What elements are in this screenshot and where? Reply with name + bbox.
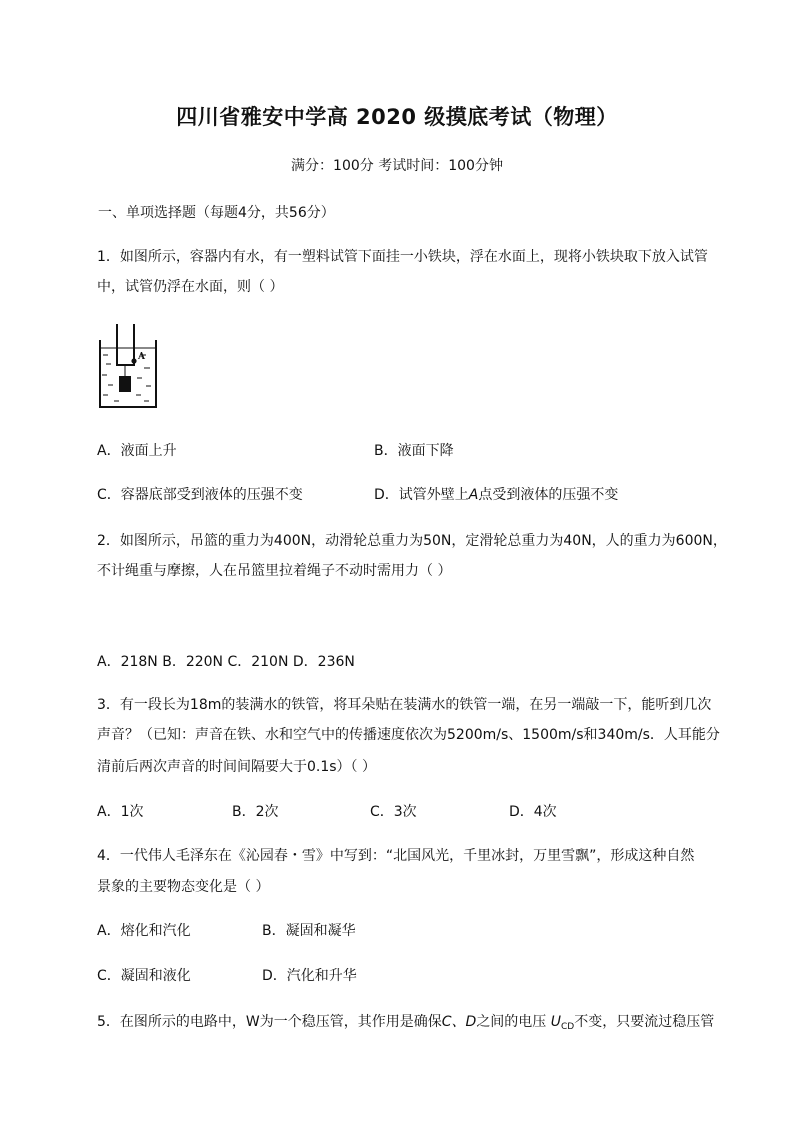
- question-4-line-1: 4．一代伟人毛泽东在《沁园春・雪》中写到：“北国风光，千里冰封，万里雪飘”，形成这种自然: [97, 848, 695, 864]
- question-4-line-2: 景象的主要物态变化是（ ）: [97, 879, 270, 895]
- section-heading: 一、单项选择题（每题4分，共56分）: [98, 205, 335, 221]
- question-5-line-1: 5．在图所示的电路中，W为一个稳压管，其作用是确保C、D之间的电压 $U_{CD}$不变，只要流过稳压管: [97, 1014, 715, 1032]
- q1-option-d: D．试管外壁上A点受到液体的压强不变: [374, 487, 619, 503]
- question-3-line-2: 声音？（已知：声音在铁、水和空气中的传播速度依次为5200m/s、1500m/s和340m/s．人耳能分: [97, 727, 720, 743]
- q3-option-a: A．1次: [97, 804, 144, 820]
- page-title: 四川省雅安中学高 2020 级摸底考试（物理）: [176, 105, 618, 129]
- question-2-line-1: 2．如图所示，吊篮的重力为400N，动滑轮总重力为50N，定滑轮总重力为40N，人的重力为600N，: [97, 533, 727, 549]
- question-1-line-1: 1．如图所示，容器内有水，有一塑料试管下面挂一小铁块，浮在水面上，现将小铁块取下放入试管: [97, 249, 708, 265]
- q3-option-b: B．2次: [232, 804, 279, 820]
- q1-option-c: C．容器底部受到液体的压强不变: [97, 487, 303, 503]
- q4-option-b: B．凝固和凝华: [262, 923, 356, 939]
- exam-info: 满分：100分 考试时间：100分钟: [291, 158, 503, 174]
- q3-option-c: C．3次: [370, 804, 417, 820]
- question-3-line-1: 3．有一段长为18m的装满水的铁管，将耳朵贴在装满水的铁管一端，在另一端敲一下，能听到几次: [97, 697, 712, 713]
- question-1-line-2: 中，试管仍浮在水面，则（ ）: [97, 279, 284, 295]
- container-figure: [96, 322, 160, 412]
- figure-label-a: A: [138, 352, 145, 362]
- q3-option-d: D．4次: [509, 804, 557, 820]
- question-3-line-3: 清前后两次声音的时间间隔要大于0.1s）（ ）: [97, 759, 377, 775]
- q4-option-c: C．凝固和液化: [97, 968, 191, 984]
- q4-option-d: D．汽化和升华: [262, 968, 357, 984]
- q4-option-a: A．熔化和汽化: [97, 923, 191, 939]
- q2-options: A．218N B．220N C．210N D．236N: [97, 654, 355, 670]
- question-2-line-2: 不计绳重与摩擦，人在吊篮里拉着绳子不动时需用力（ ）: [97, 563, 452, 579]
- q1-option-a: A．液面上升: [97, 443, 177, 459]
- q1-option-b: B．液面下降: [374, 443, 454, 459]
